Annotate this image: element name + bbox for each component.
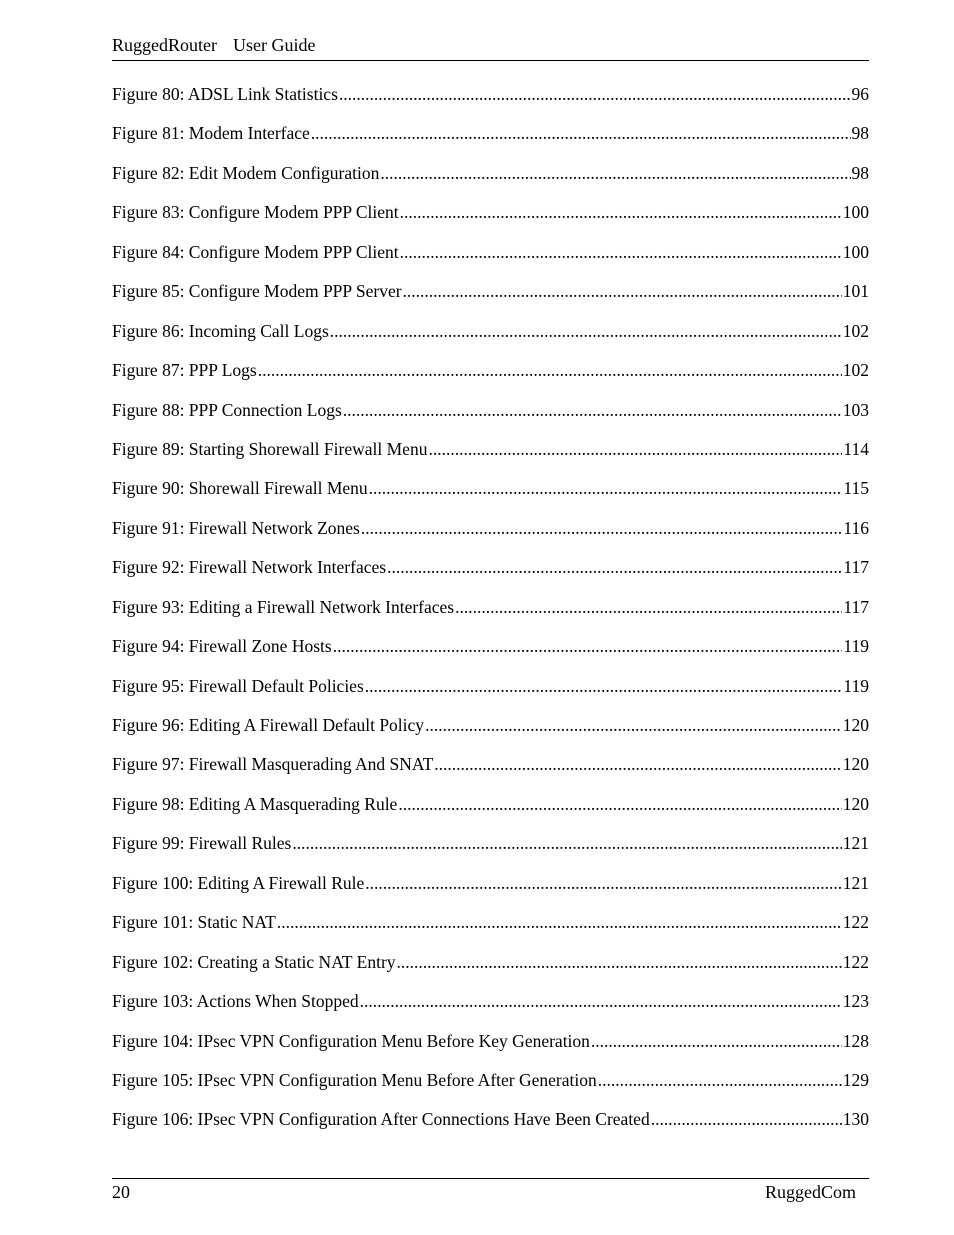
toc-entry[interactable] [112, 161, 869, 200]
toc-entry[interactable] [112, 82, 869, 121]
toc-entry-title: Figure 97: Firewall Masquerading And SNAT [112, 754, 434, 775]
toc-entry[interactable] [112, 200, 869, 239]
toc-entry-title: Figure 101: Static NAT [112, 912, 276, 933]
toc-entry-page: 128 [842, 1030, 869, 1051]
toc-entry-title: Figure 91: Firewall Network Zones [112, 517, 360, 538]
dot-leader [400, 240, 842, 264]
toc-entry[interactable] [112, 437, 869, 476]
dot-leader [455, 595, 842, 619]
dot-leader [403, 279, 842, 303]
header-product: RuggedRouter [112, 35, 217, 55]
toc-entry[interactable] [112, 121, 869, 160]
toc-entry[interactable] [112, 1107, 869, 1146]
dot-leader [425, 713, 842, 737]
toc-entry-page: 120 [842, 715, 869, 735]
toc-entry-page: 123 [842, 991, 869, 1012]
toc-entry-page: 129 [842, 1069, 869, 1090]
toc-entry-page: 96 [851, 84, 869, 104]
dot-leader [651, 1107, 842, 1131]
toc-entry[interactable] [112, 871, 869, 910]
footer-page-number: 20 [112, 1182, 130, 1202]
dot-leader [343, 398, 842, 422]
toc-entry-title: Figure 103: Actions When Stopped [112, 991, 359, 1012]
toc-entry[interactable] [112, 674, 869, 713]
toc-entry-title: Figure 87: PPP Logs [112, 360, 257, 381]
toc-entry-page: 100 [842, 202, 869, 223]
toc-entry-title: Figure 82: Edit Modem Configuration [112, 162, 380, 183]
toc-entry[interactable] [112, 910, 869, 949]
toc-entry-page: 121 [842, 872, 869, 893]
toc-entry-page: 101 [842, 281, 869, 302]
toc-entry-title: Figure 90: Shorewall Firewall Menu [112, 478, 368, 499]
toc-entry-page: 119 [843, 675, 869, 696]
dot-leader [361, 516, 843, 540]
dot-leader [292, 831, 841, 855]
dot-leader [360, 989, 842, 1013]
toc-entry[interactable] [112, 595, 869, 634]
toc-entry[interactable] [112, 713, 869, 752]
dot-leader [591, 1029, 842, 1053]
toc-entry[interactable] [112, 476, 869, 515]
dot-leader [400, 200, 842, 224]
toc-entry[interactable] [112, 1068, 869, 1107]
toc-entry-page: 117 [843, 557, 869, 578]
toc-entry-page: 100 [842, 241, 869, 262]
dot-leader [365, 674, 843, 698]
dot-leader [333, 634, 843, 658]
toc-entry-title: Figure 83: Configure Modem PPP Client [112, 202, 399, 223]
dot-leader [365, 871, 841, 895]
toc-entry-title: Figure 100: Editing A Firewall Rule [112, 872, 365, 893]
toc-entry[interactable] [112, 555, 869, 594]
toc-entry[interactable] [112, 240, 869, 279]
toc-entry-page: 115 [843, 478, 869, 499]
page-header [112, 34, 869, 61]
toc-entry-page: 102 [842, 360, 869, 381]
footer-company: RuggedCom [764, 1182, 856, 1202]
toc-entry-title: Figure 99: Firewall Rules [112, 833, 292, 854]
dot-leader [369, 476, 843, 500]
page-footer [112, 1178, 869, 1203]
toc-entry-title: Figure 92: Firewall Network Interfaces [112, 557, 387, 578]
toc-entry[interactable] [112, 831, 869, 870]
toc-entry-title: Figure 89: Starting Shorewall Firewall Menu [112, 438, 428, 459]
list-of-figures [112, 82, 869, 1147]
toc-entry-title: Figure 84: Configure Modem PPP Client [112, 241, 399, 262]
toc-entry[interactable] [112, 792, 869, 831]
toc-entry-title: Figure 96: Editing A Firewall Default Policy [112, 715, 425, 735]
dot-leader [339, 82, 851, 106]
toc-entry-title: Figure 88: PPP Connection Logs [112, 399, 342, 420]
toc-entry-title: Figure 81: Modem Interface [112, 123, 310, 144]
toc-entry[interactable] [112, 752, 869, 791]
toc-entry-page: 98 [851, 162, 869, 183]
toc-entry-title: Figure 102: Creating a Static NAT Entry [112, 951, 396, 972]
dot-leader [397, 950, 842, 974]
toc-entry[interactable] [112, 516, 869, 555]
dot-leader [258, 358, 842, 382]
toc-entry-page: 122 [842, 951, 869, 972]
toc-entry-title: Figure 106: IPsec VPN Configuration After Connections Have Been Created [112, 1109, 650, 1130]
toc-entry-page: 103 [842, 399, 869, 420]
dot-leader [387, 555, 842, 579]
dot-leader [428, 437, 842, 461]
toc-entry-title: Figure 105: IPsec VPN Configuration Menu Before After Generation [112, 1069, 597, 1090]
dot-leader [434, 752, 841, 776]
toc-entry-title: Figure 85: Configure Modem PPP Server [112, 281, 402, 302]
toc-entry[interactable] [112, 279, 869, 318]
toc-entry-title: Figure 95: Firewall Default Policies [112, 675, 364, 696]
toc-entry[interactable] [112, 398, 869, 437]
dot-leader [311, 121, 851, 145]
toc-entry-page: 130 [842, 1109, 869, 1130]
toc-entry[interactable] [112, 950, 869, 989]
toc-entry-page: 120 [842, 754, 869, 775]
toc-entry-page: 120 [842, 793, 869, 814]
header-guide-title: User Guide [233, 35, 316, 55]
toc-entry-title: Figure 80: ADSL Link Statistics [112, 84, 338, 104]
toc-entry[interactable] [112, 358, 869, 397]
toc-entry-title: Figure 94: Firewall Zone Hosts [112, 636, 332, 657]
toc-entry-page: 102 [842, 320, 869, 341]
toc-entry-title: Figure 93: Editing a Firewall Network Interfaces [112, 596, 455, 617]
toc-entry[interactable] [112, 634, 869, 673]
toc-entry-page: 119 [843, 636, 869, 657]
toc-entry-page: 116 [843, 517, 869, 538]
toc-entry-page: 122 [842, 912, 869, 933]
dot-leader [398, 792, 841, 816]
toc-entry-page: 114 [843, 438, 869, 459]
toc-entry[interactable] [112, 989, 869, 1028]
toc-entry-page: 98 [851, 123, 869, 144]
dot-leader [598, 1068, 842, 1092]
toc-entry[interactable] [112, 319, 869, 358]
dot-leader [380, 161, 850, 185]
toc-entry-title: Figure 104: IPsec VPN Configuration Menu Before Key Generation [112, 1030, 590, 1051]
toc-entry-title: Figure 86: Incoming Call Logs [112, 320, 329, 341]
toc-entry-title: Figure 98: Editing A Masquerading Rule [112, 793, 398, 814]
toc-entry-page: 117 [843, 596, 869, 617]
dot-leader [277, 910, 842, 934]
dot-leader [330, 319, 842, 343]
toc-entry[interactable] [112, 1029, 869, 1068]
toc-entry-page: 121 [842, 833, 869, 854]
